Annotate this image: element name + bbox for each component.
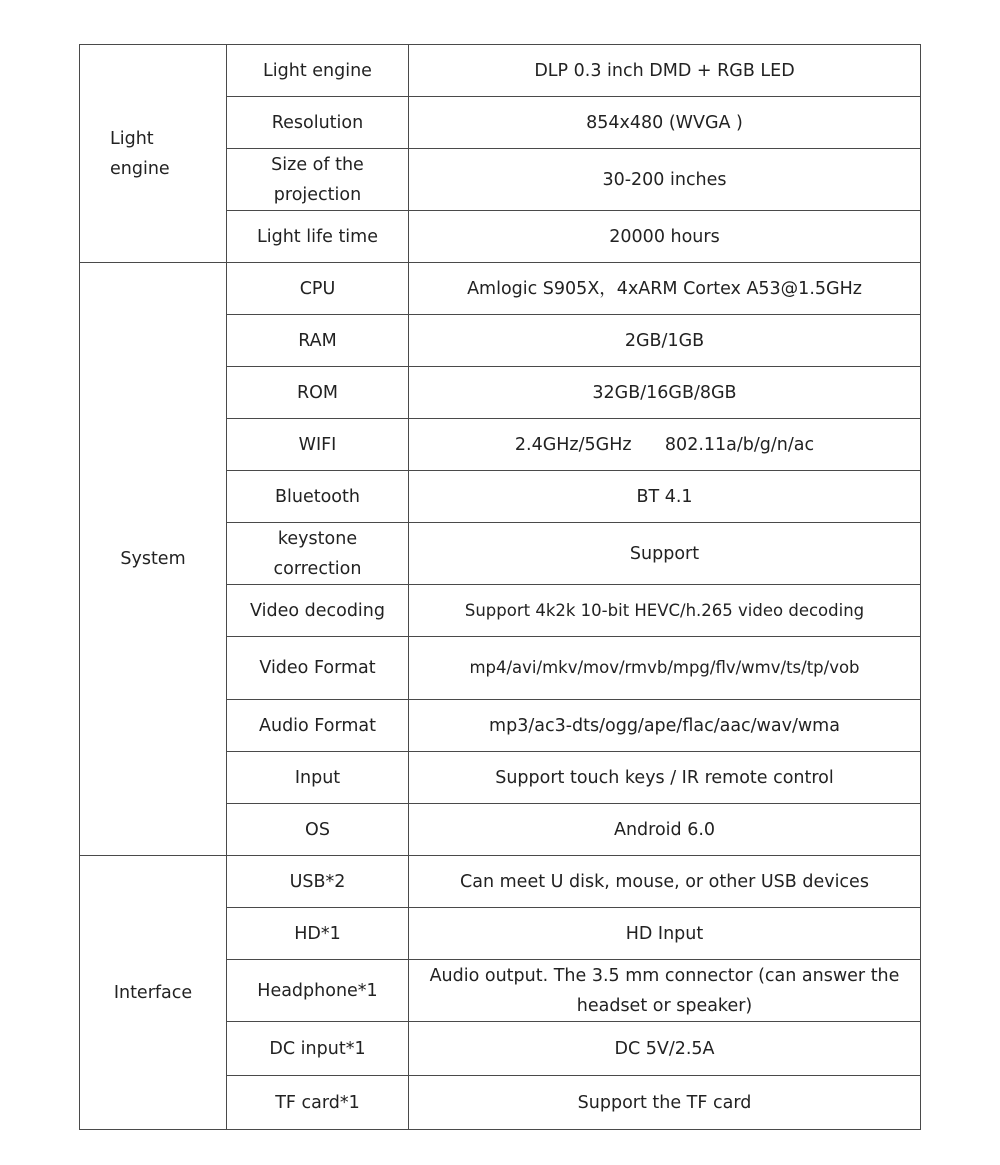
row-value: mp3/ac3-dts/ogg/ape/flac/aac/wav/wma [409, 700, 921, 752]
row-value: Support touch keys / IR remote control [409, 752, 921, 804]
row-value: 854x480 (WVGA ) [409, 97, 921, 149]
row-value: DC 5V/2.5A [409, 1022, 921, 1076]
row-label: HD*1 [227, 908, 409, 960]
group-interface [80, 856, 227, 1130]
group-system [80, 263, 227, 856]
row-label: OS [227, 804, 409, 856]
row-label: Light life time [227, 211, 409, 263]
row-label: ROM [227, 367, 409, 419]
row-value: 2.4GHz/5GHz 802.11a/b/g/n/ac [409, 419, 921, 471]
row-label: CPU [227, 263, 409, 315]
row-value: 30-200 inches [409, 149, 921, 211]
row-label: Headphone*1 [227, 960, 409, 1022]
row-value: HD Input [409, 908, 921, 960]
row-value: Support [409, 523, 921, 585]
group-title: Interface [113, 982, 193, 1003]
table-row [80, 856, 921, 908]
row-value: Support the TF card [409, 1076, 921, 1130]
table-row [80, 45, 921, 97]
row-label: Light engine [227, 45, 409, 97]
row-value: 20000 hours [409, 211, 921, 263]
row-value: Audio output. The 3.5 mm connector (can answer the headset or speaker) [409, 960, 921, 1022]
row-label: Video Format [227, 637, 409, 700]
row-value: DLP 0.3 inch DMD + RGB LED [409, 45, 921, 97]
row-label: Audio Format [227, 700, 409, 752]
row-label: Video decoding [227, 585, 409, 637]
row-label: TF card*1 [227, 1076, 409, 1130]
row-label: Resolution [227, 97, 409, 149]
row-label: Input [227, 752, 409, 804]
row-value: mp4/avi/mkv/mov/rmvb/mpg/flv/wmv/ts/tp/vob [409, 637, 921, 700]
row-value: Can meet U disk, mouse, or other USB devices [409, 856, 921, 908]
table-row [80, 263, 921, 315]
row-label: USB*2 [227, 856, 409, 908]
row-value: 2GB/1GB [409, 315, 921, 367]
row-label: DC input*1 [227, 1022, 409, 1076]
row-label: Bluetooth [227, 471, 409, 523]
row-value: Support 4k2k 10-bit HEVC/h.265 video decoding [409, 585, 921, 637]
row-label: WIFI [227, 419, 409, 471]
row-value: 32GB/16GB/8GB [409, 367, 921, 419]
row-value: Amlogic S905X，4xARM Cortex A53@1.5GHz [409, 263, 921, 315]
group-title: Light engine [110, 128, 170, 179]
row-value: BT 4.1 [409, 471, 921, 523]
group-title: System [120, 549, 186, 569]
spec-table [79, 44, 921, 1130]
row-value: Android 6.0 [409, 804, 921, 856]
row-label: keystone correction [227, 523, 409, 585]
row-label: Size of the projection [227, 149, 409, 211]
row-label: RAM [227, 315, 409, 367]
group-light-engine [80, 45, 227, 263]
